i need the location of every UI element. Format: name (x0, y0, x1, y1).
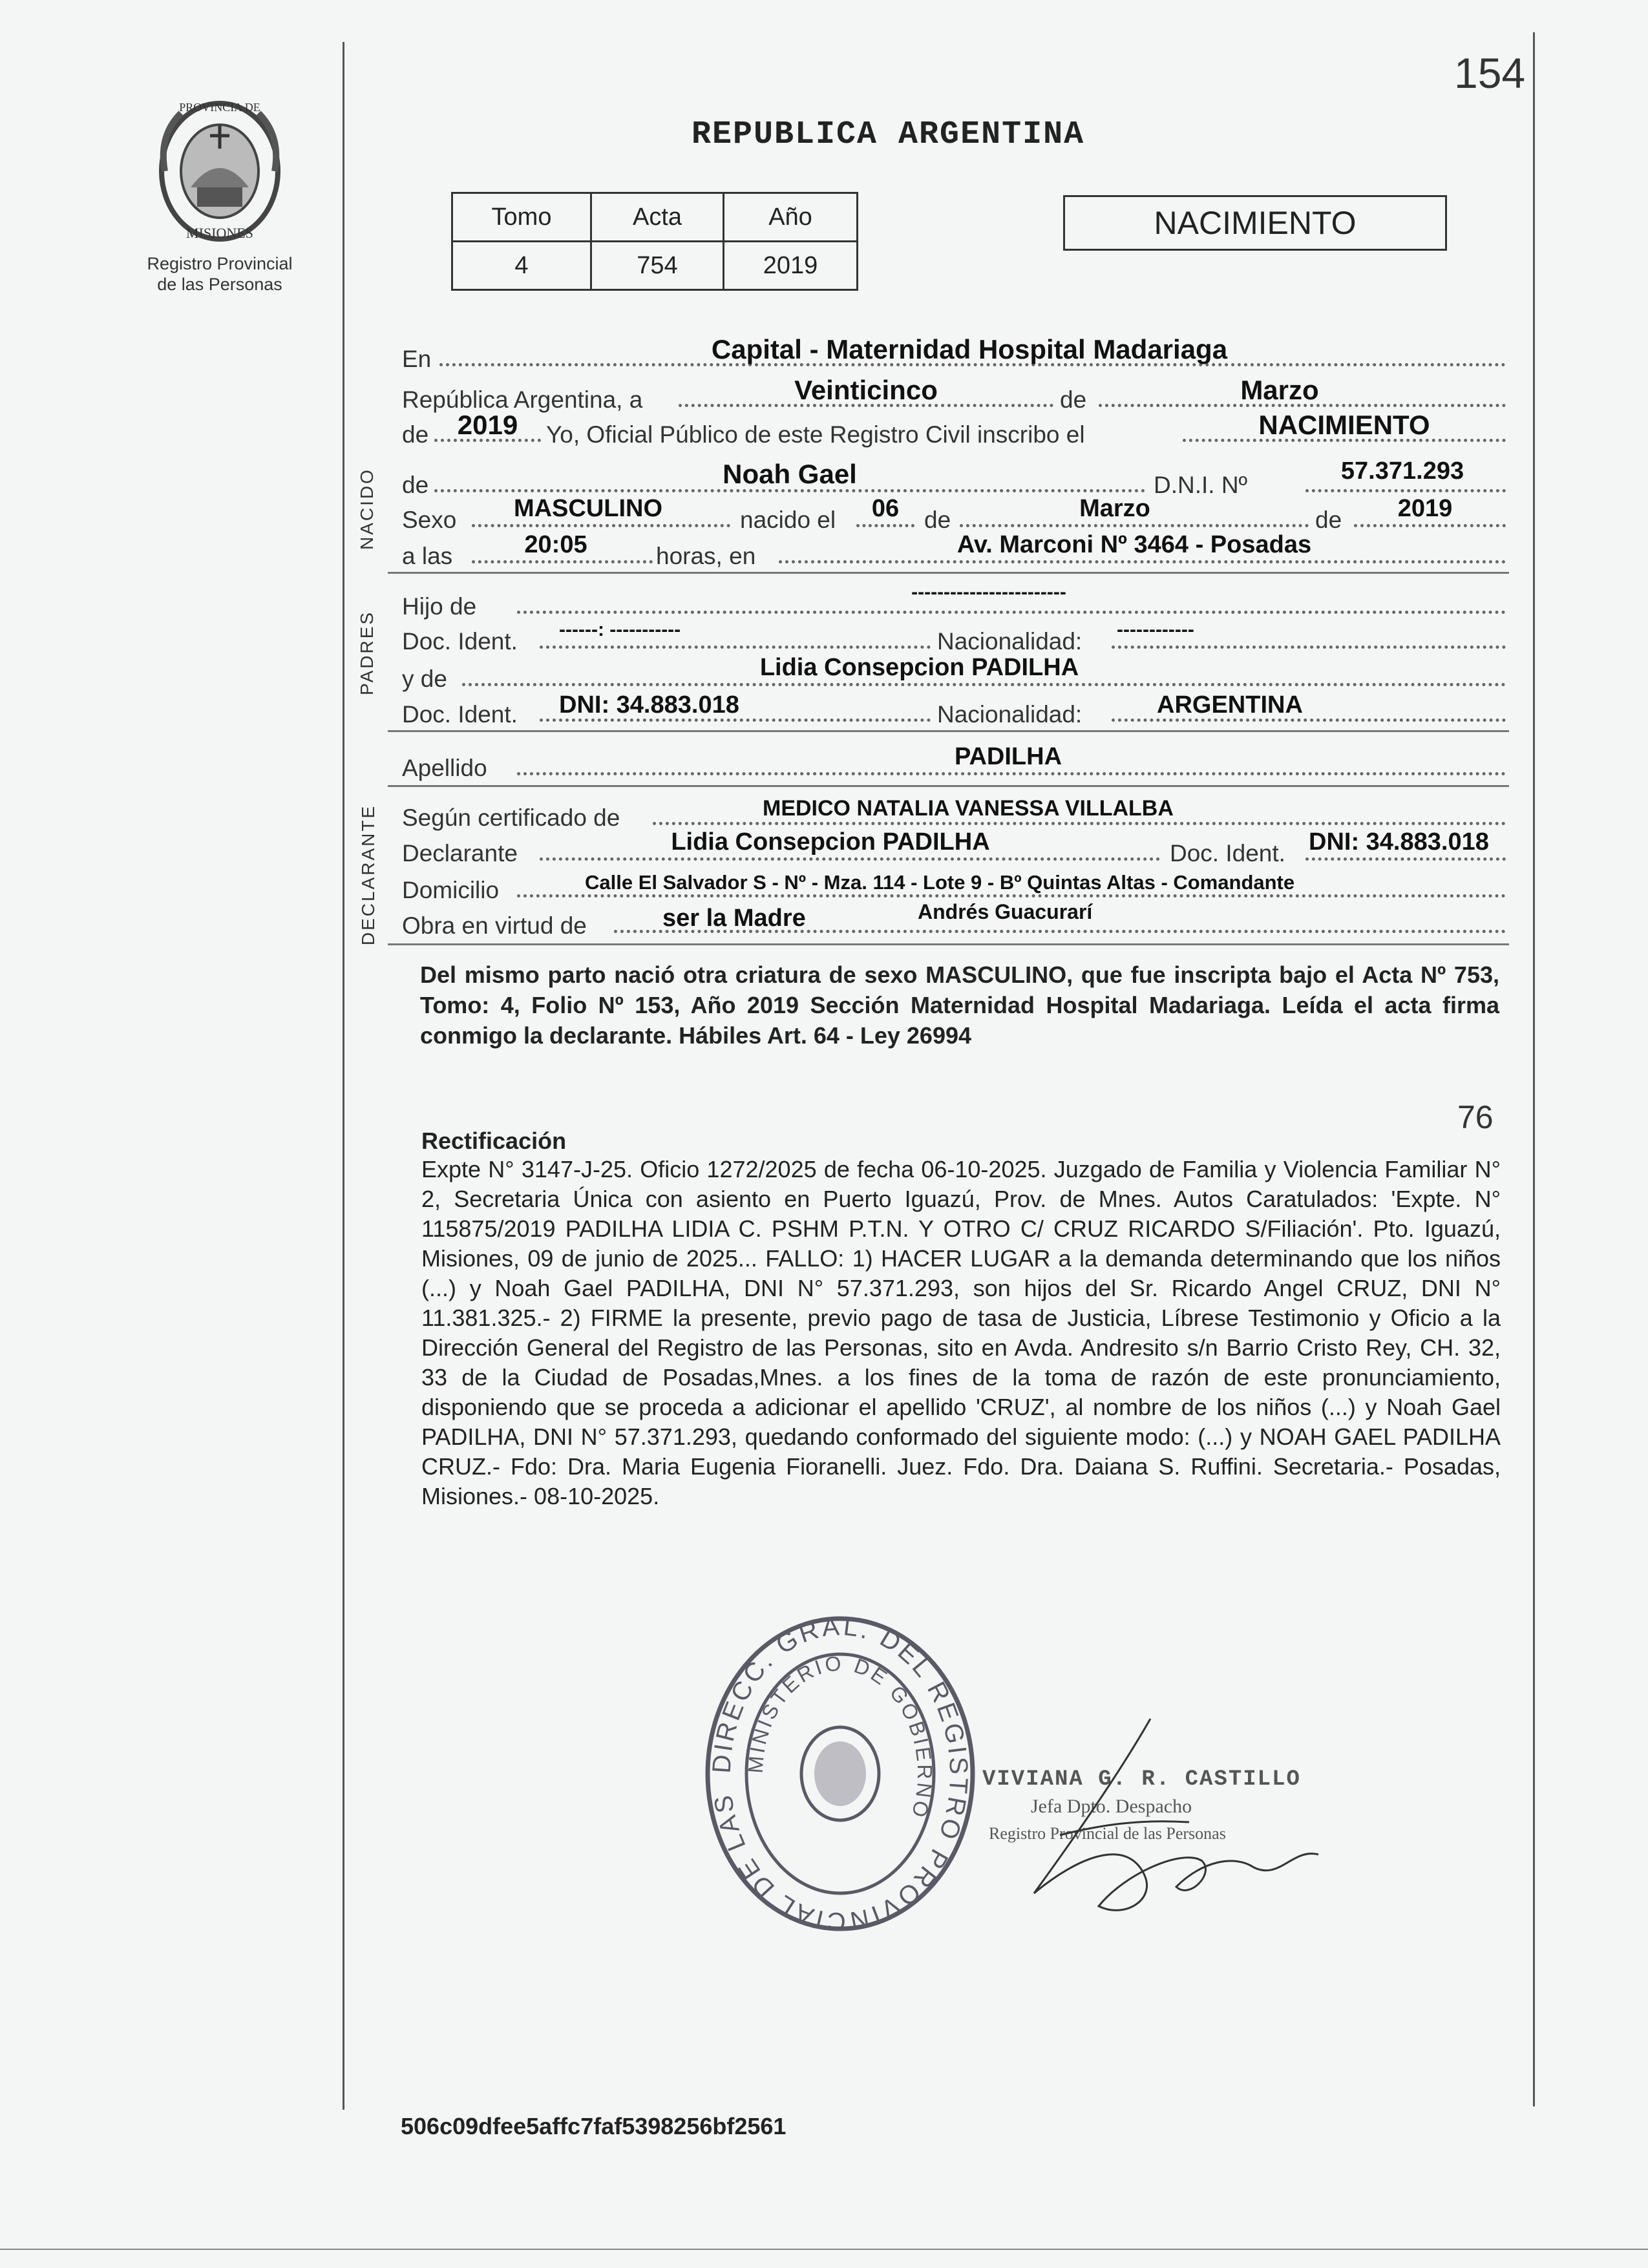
a-las-label: a las (402, 543, 453, 569)
sexo-value: MASCULINO (513, 495, 663, 522)
horas-label: horas, en (656, 543, 756, 569)
separator-1 (388, 572, 1509, 574)
hijo-label: Hijo de (402, 593, 477, 620)
declarante-doc-dots (1305, 857, 1506, 861)
father-doc-label: Doc. Ident. (402, 628, 518, 655)
signer-role: Jefa Dpto. Despacho (1031, 1796, 1192, 1817)
declarante-section-label: DECLARANTE (358, 804, 378, 946)
nacido-section-label: NACIDO (357, 468, 377, 550)
signer-name: VIVIANA G. R. CASTILLO (982, 1767, 1301, 1792)
day-value: Veinticinco (794, 375, 938, 405)
nacido-de-label: de (402, 472, 429, 498)
sexo-dots (472, 524, 730, 527)
domicilio-dots (517, 894, 1506, 898)
birth-note: Del mismo parto nació otra criatura de sexo MASCULINO, que fue inscripta bajo el Acta Nº 753, Tomo: 4, Folio Nº 153, Año 2019 Sección Maternidad Hospital Madariaga. Leída el acta firma conmigo la declarante. Hábiles Art. 64 - Ley 26994 (420, 961, 1499, 1049)
domicilio-label: Domicilio (402, 877, 500, 903)
sexo-label: Sexo (402, 507, 457, 533)
registry-name (97, 253, 343, 295)
padres-section-label: PADRES (357, 610, 377, 695)
mother-dots (462, 683, 1506, 686)
separator-3 (388, 785, 1509, 787)
place-value: Capital - Maternidad Hospital Madariaga (711, 334, 1228, 364)
republica-label: República Argentina, a (402, 386, 643, 413)
ref-value-acta: 754 (591, 242, 724, 290)
child-dni: 57.371.293 (1340, 457, 1464, 485)
dni-dots (1305, 489, 1506, 492)
act-type: NACIMIENTO (1154, 205, 1357, 241)
mother-doc-label: Doc. Ident. (402, 701, 518, 728)
mother-nationality: ARGENTINA (1157, 691, 1303, 719)
apellido-dots (517, 772, 1506, 775)
act-value: NACIMIENTO (1258, 410, 1430, 440)
father-name: ------------------------ (911, 582, 1066, 603)
certificate-value: MEDICO NATALIA VANESSA VILLALBA (763, 796, 1174, 821)
birth-year: 2019 (1397, 495, 1453, 522)
father-dots (517, 611, 1506, 614)
seal-top-text: PROVINCIA DE (179, 101, 260, 114)
father-nationality: ------------ (1117, 619, 1194, 640)
declarante-doc-label: Doc. Ident. (1170, 840, 1285, 866)
apellido-value: PADILHA (954, 743, 1062, 770)
page-number: 154 (1454, 49, 1526, 97)
birth-day-dots (856, 524, 914, 527)
birth-month-dots (960, 524, 1309, 527)
ref-header-acta: Acta (591, 193, 724, 242)
cert-dots (653, 822, 1506, 825)
obra-value: ser la Madre (662, 905, 806, 932)
birth-year-dots (1354, 524, 1506, 527)
ref-header-tomo: Tomo (452, 193, 591, 242)
ref-value-anio: 2019 (724, 242, 858, 290)
time-dots (472, 560, 653, 563)
child-name: Noah Gael (723, 459, 857, 489)
domicilio-value: Calle El Salvador S - Nº - Mza. 114 - Lote 9 - Bº Quintas Altas - Comandante (585, 871, 1295, 894)
year-value: 2019 (457, 410, 518, 440)
birth-de-label: de (924, 507, 951, 533)
ref-header-anio: Año (724, 193, 858, 242)
declarante-doc: DNI: 34.883.018 (1309, 828, 1489, 856)
separator-4 (388, 943, 1509, 945)
registry-line1: Registro Provincial (147, 254, 293, 273)
de-label-1: de (1060, 386, 1087, 413)
stamp-outer-text: DIRECC. GRAL. DEL REGISTRO PROVINCIAL DE LAS (707, 1612, 973, 1935)
reference-table (451, 192, 858, 291)
father-nationality-label: Nacionalidad: (937, 628, 1083, 655)
birth-place-dots (779, 560, 1506, 563)
act-type-box (1063, 195, 1447, 251)
cert-label: Según certificado de (402, 804, 620, 831)
domicilio-continuation: Andrés Guacurarí (918, 900, 1093, 923)
dni-label: D.N.I. Nº (1154, 472, 1248, 498)
mother-doc: DNI: 34.883.018 (559, 691, 739, 719)
document-hash: 506c09dfee5affc7faf5398256bf2561 (401, 2113, 787, 2139)
registry-line2: de las Personas (157, 275, 282, 294)
declarante-name: Lidia Consepcion PADILHA (671, 828, 990, 856)
seal-bottom-text: MISIONES (186, 225, 253, 241)
birth-time: 20:05 (524, 531, 587, 558)
y-de-label: y de (402, 666, 447, 692)
mother-nationality-label: Nacionalidad: (937, 701, 1083, 728)
stamp-inner-text: MINISTERIO DE GOBIERNO (743, 1651, 937, 1823)
rectificacion-text: Expte N° 3147-J-25. Oficio 1272/2025 de fecha 06-10-2025. Juzgado de Familia y Violencia Familiar N° 2, Secretaria Única con asiento en Puerto Iguazú, Prov. de Mnes. Autos Caratulados: 'Expte. N° 115875/2019 PADILHA LIDIA C. PSHM P.T.N. Y OTRO C/ CRUZ RICARDO S/Filiación'. Pto. Iguazú, Misiones, 09 de junio de 2025... FALLO: 1) HACER LUGAR a la demanda determinando que los niños (...) y Noah Gael PADILHA, DNI N° 57.371.293, son hijos del Sr. Ricardo Angel CRUZ, DNI N° 11.381.325.- 2) FIRME la presente, previo pago de tasa de Justicia, Líbrese Testimonio y Oficio a la Dirección General del Registro de las Personas, sito en Avda. Andresito s/n Barrio Cristo Rey, CH. 32, 33 de la Ciudad de Posadas,Mnes. a los fines de la toma de razón de este pronunciamiento, disponiendo que se proceda a adicionar el apellido 'CRUZ', al nombre de los niños (...) y Noah Gael PADILHA, DNI N° 57.371.293, quedando conformado del siguiente modo: (...) y NOAH GAEL PADILHA CRUZ.- Fdo: Dra. Maria Eugenia Fioranelli. Juez. Fdo. Dra. Daiana S. Ruffini. Secretaria.- Posadas, Misiones.- 08-10-2025. (421, 1156, 1501, 1509)
obra-label: Obra en virtud de (402, 912, 587, 939)
birth-de-label-2: de (1315, 507, 1342, 533)
birth-day: 06 (871, 495, 900, 522)
province-seal (152, 97, 288, 246)
rectificacion-title: Rectificación (421, 1128, 567, 1154)
signer-office: Registro Provincial de las Personas (989, 1824, 1226, 1843)
de-label-2: de (402, 421, 429, 448)
separator-2 (388, 730, 1509, 732)
rectificacion-number: 76 (1457, 1099, 1494, 1135)
birth-place: Av. Marconi Nº 3464 - Posadas (956, 531, 1312, 558)
father-nat-dots (1112, 646, 1506, 649)
en-label: En (402, 346, 432, 372)
declarante-label: Declarante (402, 840, 518, 866)
country-title: REPUBLICA ARGENTINA (692, 116, 1085, 153)
father-doc-dots (540, 646, 931, 649)
handwritten-signature (931, 1712, 1331, 1932)
left-margin-line (343, 42, 344, 2110)
month-value: Marzo (1240, 375, 1319, 405)
nacido-el-label: nacido el (740, 507, 836, 533)
apellido-label: Apellido (402, 755, 487, 781)
ref-value-tomo: 4 (452, 242, 591, 290)
father-doc: ------: ----------- (559, 619, 681, 640)
declarante-dots (540, 857, 1160, 861)
birth-month: Marzo (1079, 495, 1150, 522)
officer-text: Yo, Oficial Público de este Registro Civil inscribo el (546, 421, 1085, 448)
mother-name: Lidia Consepcion PADILHA (759, 654, 1079, 681)
scan-edge (0, 2249, 1648, 2250)
right-margin-line (1533, 32, 1535, 2106)
